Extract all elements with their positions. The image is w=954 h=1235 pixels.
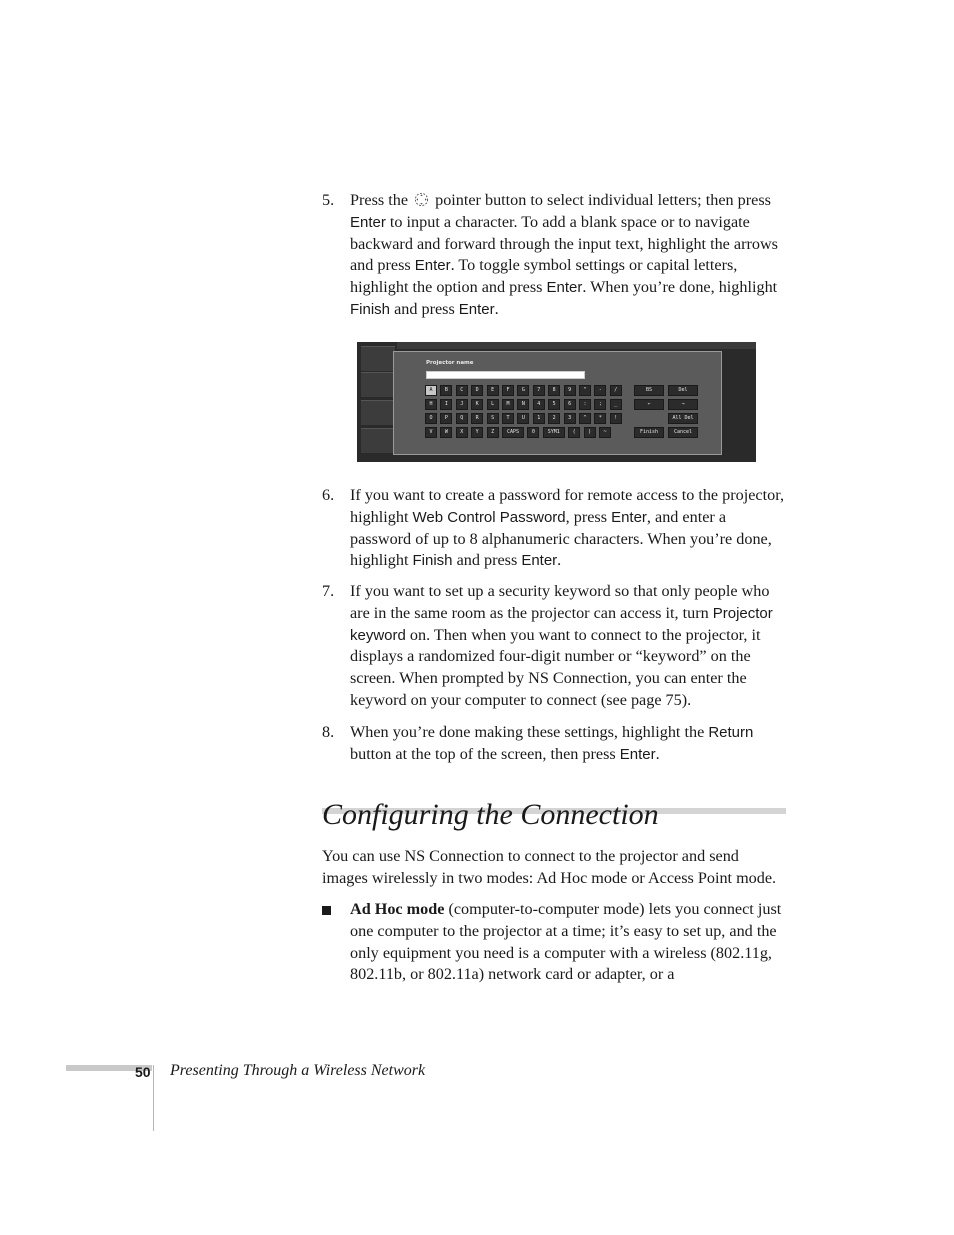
keyboard-key: ~ [599, 427, 611, 438]
keyboard-key: K [471, 399, 483, 410]
screenshot-side-tab [361, 428, 395, 453]
keyboard-key: D [471, 385, 483, 396]
bullet-body: (computer-to-computer mode) lets you connect just one computer to the projector at a time; it’s easy to set up, and the only equipment you need is a computer with a wireless (802.11g, 802.11b, or 802.11a) network card or adapter, or a [350, 900, 782, 984]
bullet-text [350, 899, 788, 986]
keyboard-function-key: Cancel [668, 427, 698, 438]
step-number: 7. [322, 582, 335, 600]
keyboard-key: 0 [527, 427, 539, 438]
step-text: When you’re done making these settings, highlight the Return button at the top of the screen, then press Enter. [350, 723, 754, 763]
keyboard-key: - [594, 385, 606, 396]
keyboard-key: C [456, 385, 468, 396]
step-number: 8. [322, 723, 335, 741]
keyboard-key: T [502, 413, 514, 424]
running-title: Presenting Through a Wireless Network [170, 1062, 426, 1079]
step-7 [322, 581, 788, 712]
step-6 [322, 485, 788, 572]
keyboard-key: " [579, 385, 591, 396]
keyboard-function-key: BS [634, 385, 664, 396]
ui-term: Enter [619, 745, 656, 763]
keyboard-key: B [440, 385, 452, 396]
keyboard-key: S [487, 413, 499, 424]
step-number: 6. [322, 486, 335, 504]
keyboard-key: H [425, 399, 437, 410]
keyboard-key: E [487, 385, 499, 396]
keyboard-key: X [456, 427, 468, 438]
bullet-ad-hoc [322, 899, 788, 986]
ui-term: Enter [611, 508, 647, 526]
keyboard-key: Y [471, 427, 483, 438]
keyboard-key: G [517, 385, 529, 396]
screenshot-top-bar [397, 342, 756, 349]
ui-term: Enter [350, 213, 386, 231]
ui-term: Enter [546, 279, 583, 297]
keyboard-function-key: Del [668, 385, 698, 396]
step-text: If you want to create a password for remote access to the projector, highlight Web Control Password, press Enter, and enter a password of up to 8 alphanumeric characters. When you’re done, highlight Finish and press Enter. [350, 486, 784, 570]
projector-name-screenshot [357, 342, 756, 462]
step-8 [322, 722, 788, 766]
intro-paragraph: You can use NS Connection to connect to the projector and send images wirelessly in two modes: Ad Hoc mode or Access Point mode. [322, 847, 777, 887]
screenshot-side-tab [361, 346, 395, 371]
keyboard-key: ; [594, 399, 606, 410]
keyboard-key: ) [584, 427, 596, 438]
keyboard-key: 8 [548, 385, 560, 396]
ui-term: Projector keyword [350, 604, 773, 644]
keyboard-key: * [594, 413, 606, 424]
projector-name-field [426, 371, 585, 379]
keyboard-key: J [456, 399, 468, 410]
keyboard-key: 4 [533, 399, 545, 410]
keyboard-key: _ [610, 399, 622, 410]
keyboard-key: V [425, 427, 437, 438]
keyboard-key: P [440, 413, 452, 424]
keyboard-function-key: Finish [634, 427, 664, 438]
keyboard-key: ! [610, 413, 622, 424]
footer-rule [153, 1065, 154, 1131]
keyboard-key: ^ [579, 413, 591, 424]
step-number: 5. [322, 191, 335, 209]
keyboard-dialog [393, 351, 722, 455]
ui-term: Finish [412, 552, 453, 570]
keyboard-key: Z [487, 427, 499, 438]
keyboard-key: W [440, 427, 452, 438]
ui-term: Enter [458, 300, 495, 318]
keyboard-key: : [579, 399, 591, 410]
keyboard-key: 5 [548, 399, 560, 410]
keyboard-key: 6 [564, 399, 576, 410]
ui-term: Web Control Password [412, 508, 566, 526]
keyboard-key: O [425, 413, 437, 424]
keyboard-key: 3 [564, 413, 576, 424]
keyboard-function-key: All Del [668, 413, 698, 424]
page-number: 50 [135, 1064, 151, 1080]
keyboard-key: CAPS [502, 427, 524, 438]
ui-term: Enter [521, 552, 558, 570]
keyboard-key: 2 [548, 413, 560, 424]
ui-term: Return [708, 724, 754, 741]
keyboard-function-key: → [668, 399, 698, 410]
keyboard-key: 1 [533, 413, 545, 424]
keyboard-key: SYM1 [543, 427, 565, 438]
step-5 [322, 190, 788, 321]
keyboard-key: I [440, 399, 452, 410]
section-heading: Configuring the Connection [322, 798, 659, 831]
step-text: If you want to set up a security keyword so that only people who are in the same room as the projector can access it, turn Projector keyword on. Then when you want to connect to the projector, it displays a randomized four-digit number or “keyword” on the screen. When prompted by NS Connection, you can enter the keyword on your computer to connect (see page 75). [350, 582, 773, 709]
pointer-button-icon [414, 192, 429, 207]
bullet-square-icon [322, 906, 331, 915]
keyboard-key: ( [568, 427, 580, 438]
keyboard-key: 9 [564, 385, 576, 396]
screenshot-side-tab [361, 372, 395, 397]
keyboard-key: R [471, 413, 483, 424]
dialog-title: Projector name [426, 360, 474, 366]
keyboard-key: Q [456, 413, 468, 424]
keyboard-key: L [487, 399, 499, 410]
screenshot-side-tab [361, 400, 395, 425]
bullet-term: Ad Hoc mode [350, 900, 445, 918]
keyboard-key: M [502, 399, 514, 410]
keyboard-key: N [517, 399, 529, 410]
keyboard-function-key: ← [634, 399, 664, 410]
keyboard-key: F [502, 385, 514, 396]
keyboard-key: A [425, 385, 437, 396]
keyboard-key: / [610, 385, 622, 396]
keyboard-key: 7 [533, 385, 545, 396]
ui-term: Enter [414, 257, 451, 275]
keyboard-key: U [517, 413, 529, 424]
step-text: Press the pointer button to select individual letters; then press Enter to input a character. To add a blank space or to navigate backward and forward through the input text, highlight the arrows and press Enter. To toggle symbol settings or capital letters, highlight the option and press Enter. When you’re done, highlight Finish and press Enter. [350, 191, 778, 318]
ui-term: Finish [350, 300, 391, 318]
